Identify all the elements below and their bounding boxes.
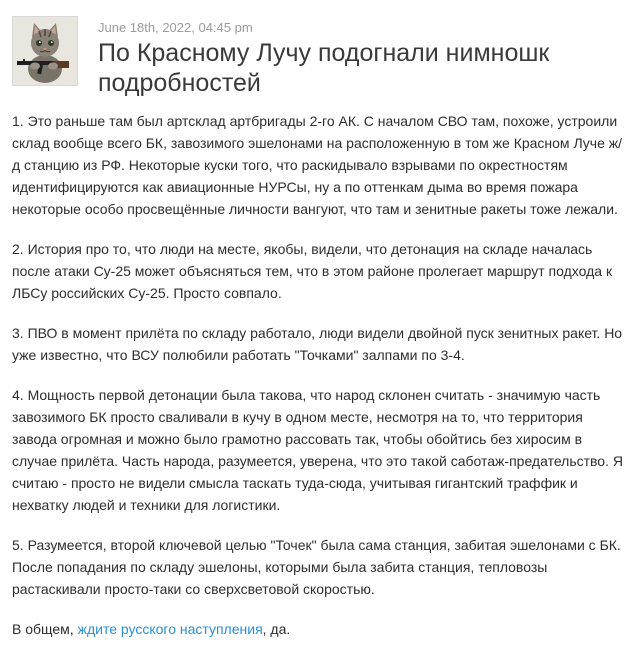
paragraph-3: 3. ПВО в момент прилёта по складу работало, люди видели двойной пуск зенитных ракет. Но уже известно, что ВСУ полюбили работать "Точками" залпами по 3-4. <box>12 325 623 363</box>
author-avatar[interactable] <box>12 16 78 86</box>
post-date: June 18th, 2022, 04:45 pm <box>98 20 253 35</box>
post-title: По Красному Лучу подогнали нимношк подробностей <box>98 39 550 97</box>
closing-prefix: В общем, <box>12 621 78 637</box>
paragraph-2: 2. История про то, что люди на месте, якобы, видели, что детонация на складе началась после атаки Су-25 может объясняться тем, что в этом районе пролегает маршрут подхода к ЛБСу российских Су-25. Просто совпало. <box>12 241 613 301</box>
russian-offensive-link[interactable]: ждите русского наступления <box>77 621 263 637</box>
closing-paragraph <box>12 618 624 640</box>
cat-with-rifle-icon <box>13 17 77 85</box>
post-body <box>12 110 624 640</box>
closing-suffix: , да. <box>262 621 291 637</box>
paragraph-5: 5. Разумеется, второй ключевой целью "Точек" была сама станция, забитая эшелонами с БК. После попадания по складу эшелоны, которыми была забита станция, тепловозы растаскивали просто-таки со сверхсветовой скоростью. <box>12 537 621 597</box>
paragraph-4: 4. Мощность первой детонации была такова, что народ склонен считать - значимую часть завозимого БК просто сваливали в кучу в одном месте, несмотря на то, что территория завода огромная и можно было грамотно рассовать так, чтобы обойтись без хиросим в случае прилёта. Часть народа, разумеется, уверена, что это такой саботаж-предательство. Я считаю - просто не видели смысла таскать туда-сюда, учитывая гигантский траффик и нехватку людей и техники для логистики. <box>12 387 623 513</box>
paragraph-1: 1. Это раньше там был артсклад артбригады 2-го АК. С началом СВО там, похоже, устроили склад вообще всего БК, завозимого эшелонами на расположенную в том же Красном Луче ж/д станцию из РФ. Некоторые куски того, что раскидывало взрывами по окрестностям идентифицируются как авиационные НУРСы, ну а по оттенкам дыма во время пожара некоторые особо просвещённые личности вангуют, что там и зенитные ракеты тоже лежали. <box>12 113 623 217</box>
